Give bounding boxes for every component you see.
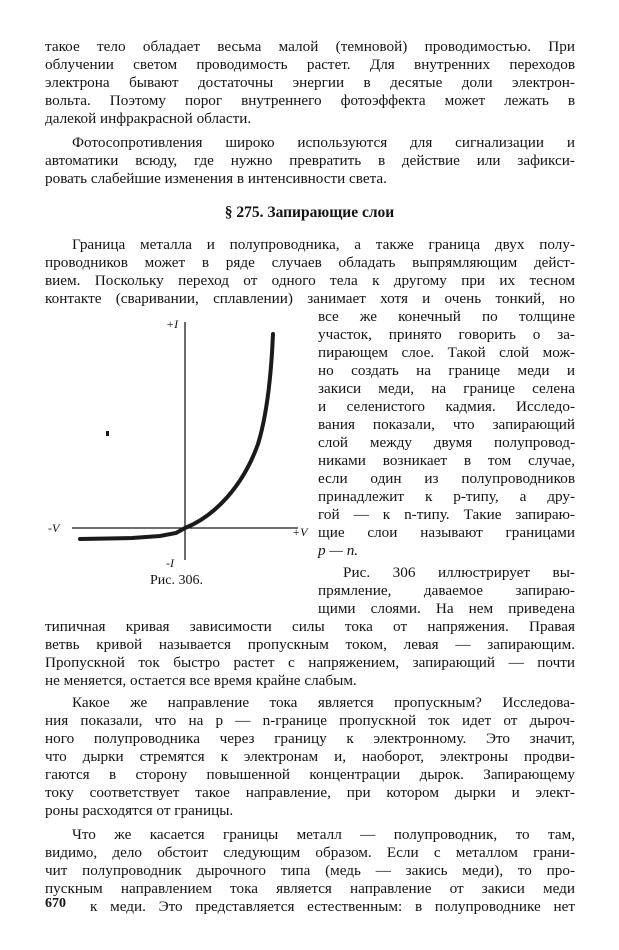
axis-label-minus-i: -I — [166, 556, 174, 570]
text-line: гой — к n-типу. Такие запираю- — [318, 506, 575, 523]
text-line: ния показали, что на p — n-границе пропускной ток идет от дыроч- — [45, 712, 575, 729]
text-line: роны расходятся от границы. — [45, 802, 234, 819]
text-line: Граница металла и полупроводника, а также граница двух полу- — [72, 236, 575, 253]
section-heading: § 275. Запирающие слои — [224, 204, 395, 221]
text-line: но создать на границе меди и — [318, 362, 575, 379]
text-line: участок, принято говорить о за- — [318, 326, 575, 343]
text-line: видимо, дело обстоит следующим образом. Если с металлом грани- — [45, 844, 575, 861]
text-line: ного полупроводника через границу к электронному. Это значит, — [45, 730, 575, 747]
text-line: вания показали, что запирающий — [318, 416, 575, 433]
text-line: что дырки стремятся к электронам и, наоборот, электроны продви- — [45, 748, 575, 765]
text-line: Рис. 306 иллюстрирует вы- — [343, 564, 575, 581]
text-line: облучении светом проводимость растет. Для внутренних переходов — [45, 56, 575, 73]
iv-curve-diagram — [40, 310, 325, 572]
text-line: никами возникает в том случае, — [318, 452, 575, 469]
print-speck — [106, 431, 109, 436]
text-line: щими слоями. На нем приведена — [318, 600, 575, 617]
text-line: Что же касается границы металл — полупроводник, то там, — [72, 826, 575, 843]
text-line: Фотосопротивления широко используются для сигнализации и — [72, 134, 575, 151]
text-line: Пропускной ток быстро растет с напряжением, запирающий — почти — [45, 654, 575, 671]
text-line: закиси меди, на границе селена — [318, 380, 575, 397]
text-line: типичная кривая зависимости силы тока от напряжения. Правая — [45, 618, 575, 635]
text-line: такое тело обладает весьма малой (темновой) проводимостью. При — [45, 38, 575, 55]
text-line: p — n. — [318, 542, 359, 559]
text-line: к меди. Это представляется естественным: в полупроводнике нет — [90, 898, 575, 915]
reverse-current-branch — [80, 528, 185, 539]
text-line: щие слои называют границами — [318, 524, 575, 541]
text-line: электрона бывают достаточны энергии в десятые доли электрон- — [45, 74, 575, 91]
text-line: чит полупроводник дырочного типа (медь — закись меди), то про- — [45, 862, 575, 879]
text-line: прямление, даваемое запираю- — [318, 582, 575, 599]
text-line: гаются в сторону повышенной концентрации дырок. Запирающему — [45, 766, 575, 783]
text-line: току соответствует такое направление, при котором дырки и элект- — [45, 784, 575, 801]
text-line: если один из полупроводников — [318, 470, 575, 487]
text-line: далекой инфракрасной области. — [45, 110, 252, 127]
text-line: не меняется, остается все время крайне слабым. — [45, 672, 357, 689]
text-line: Какое же направление тока является пропускным? Исследова- — [72, 694, 575, 711]
text-line: пускным направлением тока является направление от закиси меди — [45, 880, 575, 897]
forward-current-branch — [185, 334, 273, 528]
text-line: принадлежит к p-типу, а дру- — [318, 488, 575, 505]
text-line: вольта. Поэтому порог внутреннего фотоэффекта может лежать в — [45, 92, 575, 109]
text-line: вием. Поскольку переход от одного тела к другому при их тесном — [45, 272, 575, 289]
text-line: все же конечный по толщине — [318, 308, 575, 325]
text-line: и селенистого кадмия. Исследо- — [318, 398, 575, 415]
text-line: слой между двумя полупровод- — [318, 434, 575, 451]
text-line: ровать слабейшие изменения в интенсивности света. — [45, 170, 387, 187]
figure-306 — [40, 310, 325, 572]
figure-caption: Рис. 306. — [150, 573, 203, 588]
text-line: ветвь кривой называется пропускным током, левая — запирающим. — [45, 636, 575, 653]
text-line: проводников может в ряде случаев обладать выпрямляющим дейст- — [45, 254, 575, 271]
axis-label-plus-v: +V — [292, 525, 308, 539]
page-number: 670 — [45, 896, 66, 911]
axis-label-minus-v: -V — [48, 521, 60, 535]
axis-label-plus-i: +I — [166, 317, 179, 331]
text-line: пирающем слое. Такой слой мож- — [318, 344, 575, 361]
text-line: автоматики всюду, где нужно превратить в действие или зафикси- — [45, 152, 575, 169]
text-line: контакте (сваривании, сплавлении) занимает хотя и очень тонкий, но — [45, 290, 575, 307]
